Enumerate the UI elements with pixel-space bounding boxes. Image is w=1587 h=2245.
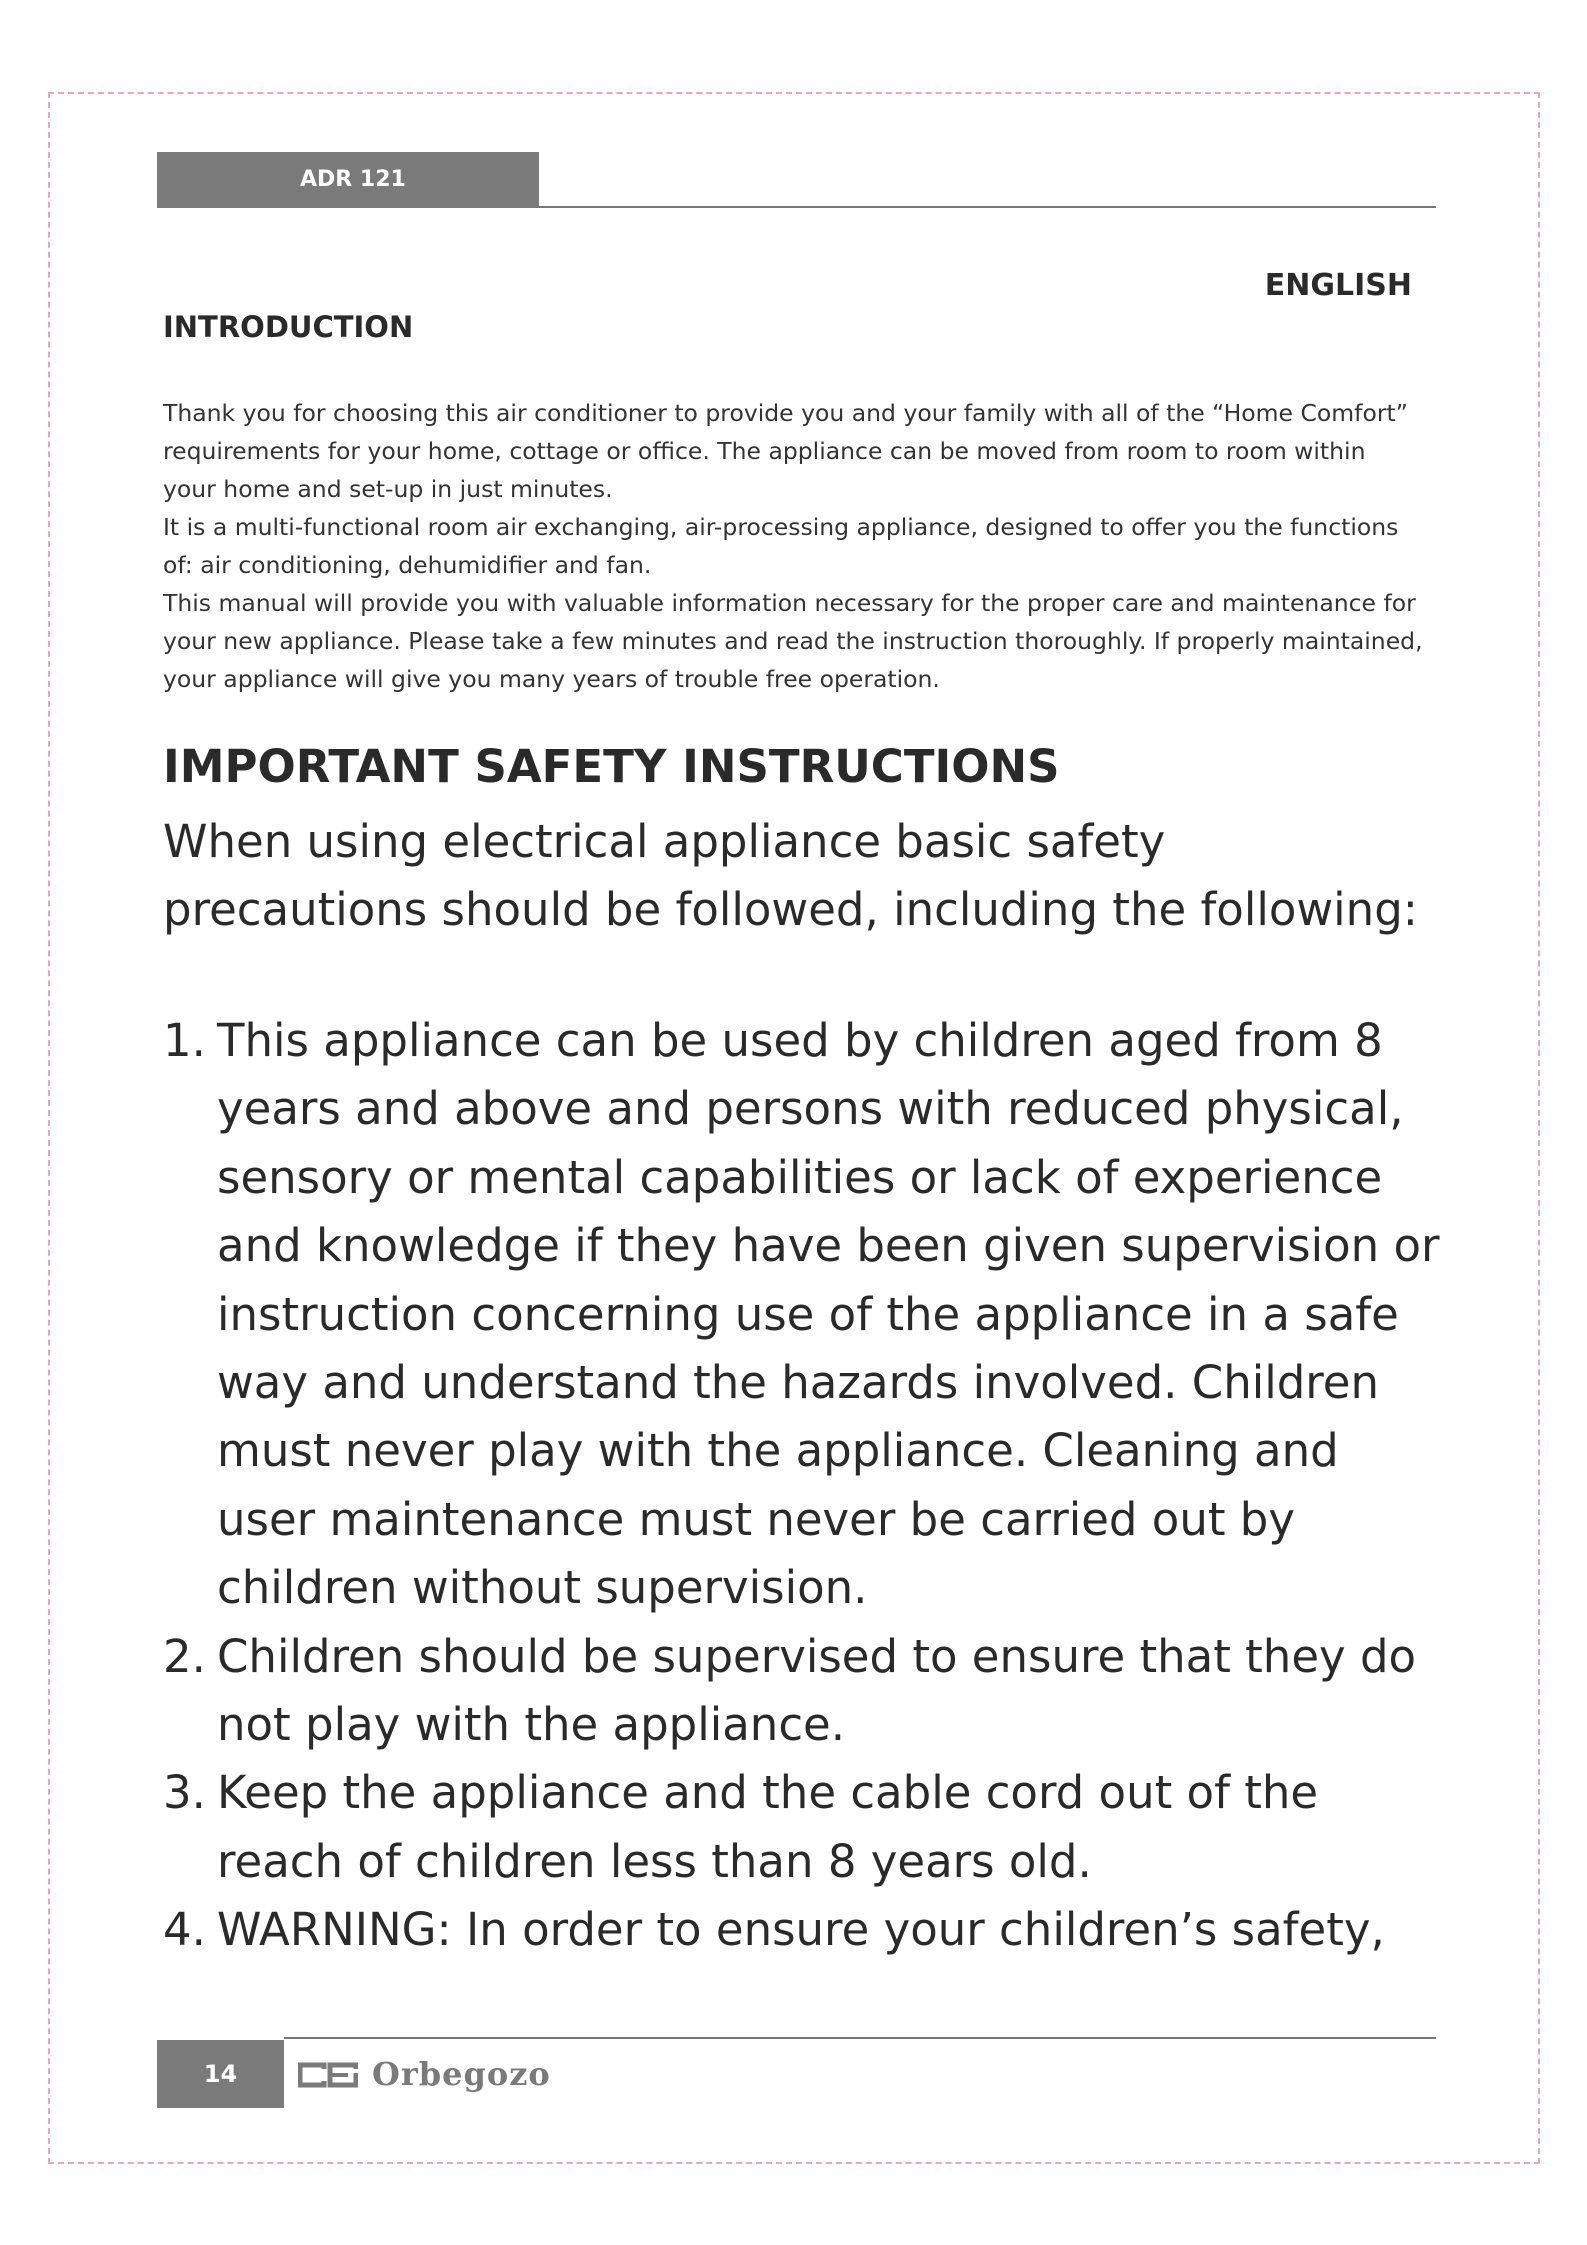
- introduction-paragraph: This manual will provide you with valuable information necessary for the proper care and maintenance for your new appliance. Please take a few minutes and read the instruction thoroughly. If properly maintained, your appliance will give you many years of trouble free operation.: [163, 589, 1423, 693]
- safety-item-text: Children should be supervised to ensure that they do not play with the appliance.: [217, 1629, 1417, 1752]
- header-rule: [539, 206, 1436, 208]
- safety-item-text: This appliance can be used by children aged from 8 years and above and persons with reduced physical, sensory or mental capabilities or lack of experience and knowledge if they have been given supervision or instruction concerning use of the appliance in a safe way and understand the hazards involved. Children must never play with the appliance. Cleaning and user maintenance must never be carried out by children without supervision.: [217, 1014, 1440, 1615]
- page-number: 14: [157, 2040, 284, 2108]
- safety-item-number: 4.: [163, 1903, 206, 1957]
- safety-item-number: 1.: [163, 1014, 206, 1067]
- safety-item-number: 2.: [163, 1629, 206, 1683]
- introduction-paragraph: It is a multi-functional room air exchanging, air-processing appliance, designed to offer you the functions of: air conditioning, dehumidifier and fan.: [163, 513, 1399, 579]
- orbegozo-logo-icon: [298, 2059, 358, 2089]
- safety-item: [163, 1759, 1443, 1896]
- safety-item-text: Keep the appliance and the cable cord out of the reach of children less than 8 years old.: [217, 1766, 1319, 1888]
- safety-lead-text: When using electrical appliance basic safety precautions should be followed, including the following:: [163, 815, 1418, 936]
- safety-item-text: WARNING: In order to ensure your children’s safety,: [217, 1903, 1385, 1957]
- brand-name: Orbegozo: [372, 2055, 551, 2093]
- model-tab: ADR 121: [157, 152, 539, 208]
- introduction-heading: INTRODUCTION: [163, 310, 414, 344]
- language-label: ENGLISH: [1264, 268, 1412, 303]
- safety-item: [163, 1896, 1443, 1964]
- safety-item: [163, 1007, 1443, 1623]
- introduction-body: [163, 394, 1423, 698]
- brand-logo: [298, 2052, 551, 2096]
- introduction-paragraph: Thank you for choosing this air conditioner to provide you and your family with all of the “Home Comfort” requirements for your home, cottage or office. The appliance can be moved from room to room within your home and set-up in just minutes.: [163, 399, 1408, 503]
- safety-item-number: 3.: [163, 1766, 206, 1820]
- safety-heading: IMPORTANT SAFETY INSTRUCTIONS: [163, 740, 1060, 793]
- safety-instructions-list: [163, 1007, 1443, 1965]
- footer-rule: [284, 2037, 1436, 2039]
- safety-item: [163, 1623, 1443, 1760]
